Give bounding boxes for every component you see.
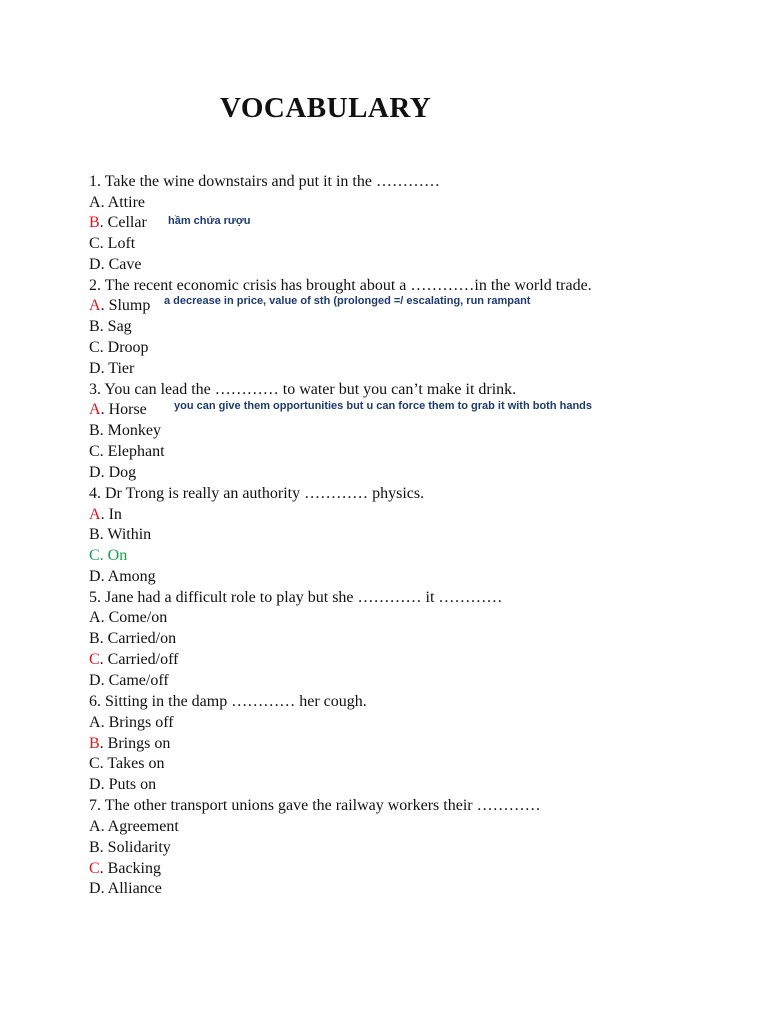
- option-letter: D: [89, 776, 101, 793]
- option-letter: B: [89, 526, 100, 543]
- question-4-option-c: [89, 546, 127, 566]
- option-text: . Came/off: [100, 672, 169, 689]
- option-text: . Takes on: [99, 755, 165, 772]
- question-6-option-d: [89, 775, 156, 795]
- option-letter: D: [89, 464, 101, 481]
- option-letter: A: [89, 609, 101, 626]
- option-letter-marked: A: [89, 401, 101, 418]
- option-letter: B: [89, 839, 100, 856]
- option-text: . Horse: [100, 401, 147, 418]
- question-6-option-b: [89, 734, 170, 754]
- option-text: . Agreement: [100, 818, 179, 835]
- option-text: . Dog: [100, 464, 137, 481]
- question-3-option-c: [89, 442, 165, 462]
- question-7-option-a: [89, 817, 179, 837]
- option-text: . Alliance: [100, 880, 162, 897]
- option-letter-marked: A: [89, 297, 101, 314]
- question-3-option-d: [89, 463, 136, 483]
- option-text: . Among: [100, 568, 156, 585]
- option-letter: D: [89, 568, 101, 585]
- option-text: . Brings off: [100, 714, 174, 731]
- question-3-option-a: [89, 400, 147, 420]
- option-letter: D: [89, 880, 101, 897]
- option-text: . Backing: [99, 860, 161, 877]
- option-text: . Cave: [100, 256, 142, 273]
- option-letter-marked: B: [89, 214, 100, 231]
- question-5-option-d: [89, 671, 169, 691]
- option-letter: D: [89, 672, 101, 689]
- option-text: . Attire: [100, 194, 145, 211]
- option-text: . Puts on: [100, 776, 157, 793]
- question-2-option-b: [89, 317, 132, 337]
- question-1-note: hầm chứa rượu: [168, 215, 251, 227]
- question-3-note: you can give them opportunities but u can force them to grab it with both hands: [174, 400, 593, 412]
- option-letter-marked: C: [89, 547, 100, 564]
- option-text: . Tier: [100, 360, 135, 377]
- question-4-option-b: [89, 525, 151, 545]
- option-text: . Slump: [100, 297, 151, 314]
- option-text: . Sag: [99, 318, 132, 335]
- question-5-option-b: [89, 629, 176, 649]
- question-7-option-c: [89, 859, 161, 879]
- question-6-option-a: [89, 713, 174, 733]
- option-letter: D: [89, 360, 101, 377]
- page-title: VOCABULARY: [220, 92, 432, 124]
- question-5-option-a: [89, 608, 167, 628]
- question-6-stem: 6. Sitting in the damp ………… her cough.: [89, 693, 367, 710]
- option-letter: B: [89, 318, 100, 335]
- question-1-option-c: [89, 234, 135, 254]
- option-letter: A: [89, 818, 101, 835]
- option-letter-marked: A: [89, 506, 101, 523]
- question-4-stem: 4. Dr Trong is really an authority ………… physics.: [89, 485, 425, 502]
- option-text: . Loft: [99, 235, 136, 252]
- question-3-option-b: [89, 421, 161, 441]
- question-4-option-a: [89, 505, 122, 525]
- question-1-stem: 1. Take the wine downstairs and put it in the …………: [89, 173, 440, 190]
- option-text: . Come/on: [100, 609, 168, 626]
- question-7-option-b: [89, 838, 171, 858]
- option-text: . Brings on: [99, 735, 171, 752]
- option-text: . In: [100, 506, 122, 523]
- option-letter-marked: C: [89, 651, 100, 668]
- question-5-option-c: [89, 650, 178, 670]
- option-letter: D: [89, 256, 101, 273]
- option-letter: C: [89, 443, 100, 460]
- question-2-option-d: [89, 359, 134, 379]
- question-7-option-d: [89, 879, 162, 899]
- question-1-option-b: [89, 213, 147, 233]
- question-1-option-a: [89, 193, 145, 213]
- option-letter: A: [89, 194, 101, 211]
- option-text: . Carried/off: [99, 651, 179, 668]
- option-letter: C: [89, 339, 100, 356]
- option-text: . Cellar: [99, 214, 147, 231]
- option-letter: C: [89, 755, 100, 772]
- question-5-stem: 5. Jane had a difficult role to play but she ………… it …………: [89, 589, 503, 606]
- option-letter: A: [89, 714, 101, 731]
- option-letter-marked: C: [89, 860, 100, 877]
- option-text: . Monkey: [99, 422, 161, 439]
- question-6-option-c: [89, 754, 164, 774]
- question-4-option-d: [89, 567, 156, 587]
- question-2-option-a: [89, 296, 150, 316]
- question-2-option-c: [89, 338, 149, 358]
- question-7-stem: 7. The other transport unions gave the railway workers their …………: [89, 797, 541, 814]
- option-text: . Solidarity: [99, 839, 171, 856]
- option-text: . Elephant: [99, 443, 165, 460]
- option-text: . Droop: [99, 339, 149, 356]
- question-3-stem: 3. You can lead the ………… to water but you can’t make it drink.: [89, 381, 517, 398]
- question-2-stem: 2. The recent economic crisis has brought about a …………in the world trade.: [89, 277, 592, 294]
- option-letter: C: [89, 235, 100, 252]
- question-1-option-d: [89, 255, 141, 275]
- option-text: . Carried/on: [99, 630, 177, 647]
- option-letter: B: [89, 630, 100, 647]
- option-letter: B: [89, 422, 100, 439]
- option-text: . Within: [99, 526, 152, 543]
- option-text: . On: [99, 547, 128, 564]
- option-letter-marked: B: [89, 735, 100, 752]
- question-2-note: a decrease in price, value of sth (prolonged =/ escalating, run rampant: [164, 295, 531, 307]
